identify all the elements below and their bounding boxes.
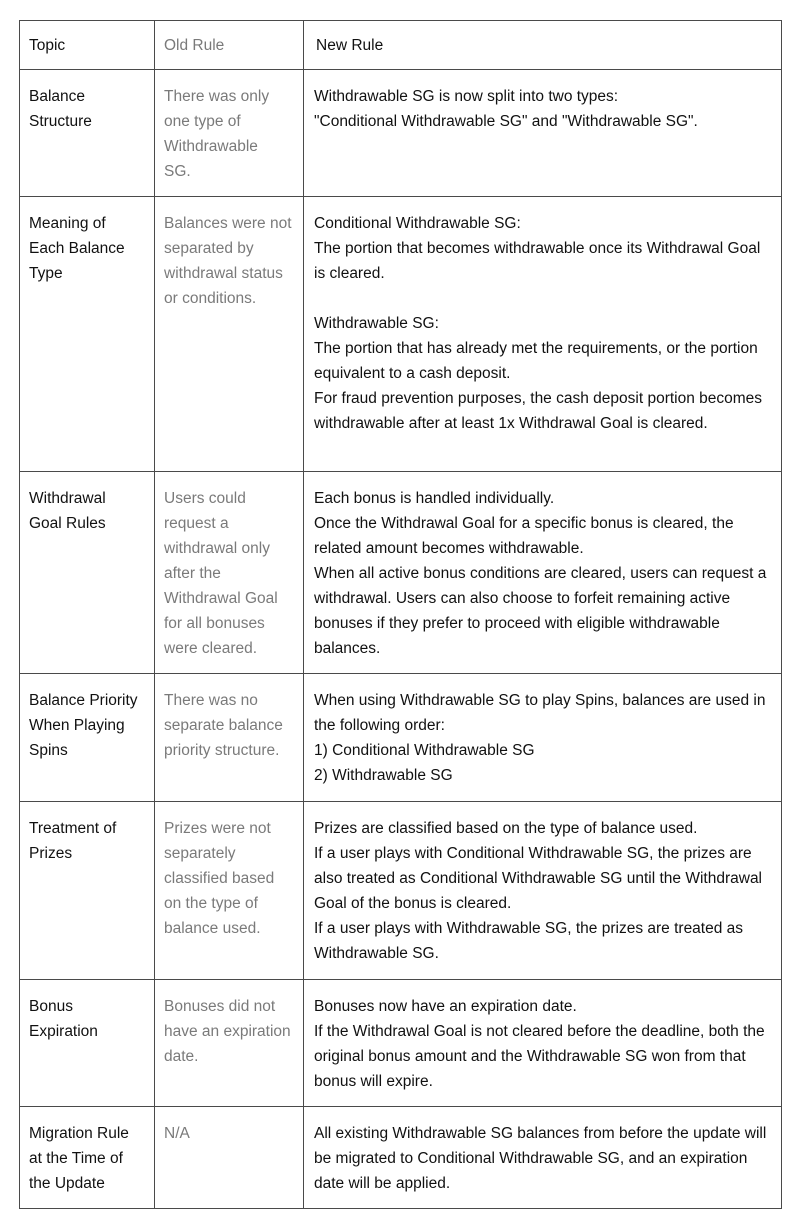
table-row <box>20 472 782 674</box>
new-rule-cell <box>304 70 782 197</box>
old-rule-cell: Balances were not separated by withdrawal status or conditions. <box>155 197 304 472</box>
header-topic: Topic <box>20 21 155 70</box>
new-rule-cell <box>304 197 782 472</box>
table-header-row <box>20 21 782 70</box>
new-rule-cell <box>304 674 782 802</box>
old-rule-cell: N/A <box>155 1107 304 1209</box>
topic-cell: Balance Structure <box>20 70 155 197</box>
table-row <box>20 802 782 980</box>
rules-document <box>19 20 781 1209</box>
topic-cell: Meaning of Each Balance Type <box>20 197 155 472</box>
new-rule-paragraph: Each bonus is handled individually. Once the Withdrawal Goal for a specific bonus is cleared, the related amount becomes withdrawable. When all active bonus conditions are cleared, users can request a withdrawal. Users can also choose to forfeit remaining active bonuses if they prefer to proceed with eligible withdrawable balances. <box>314 490 767 657</box>
old-rule-cell: Prizes were not separately classified based on the type of balance used. <box>155 802 304 980</box>
header-old-rule: Old Rule <box>155 21 304 70</box>
old-rule-cell: Bonuses did not have an expiration date. <box>155 980 304 1107</box>
new-rule-cell <box>304 980 782 1107</box>
topic-cell: Balance Priority When Playing Spins <box>20 674 155 802</box>
new-rule-cell <box>304 802 782 980</box>
new-rule-paragraph: Conditional Withdrawable SG: The portion that becomes withdrawable once its Withdrawal Goal is cleared. <box>314 215 761 282</box>
header-new-rule: New Rule <box>304 21 782 70</box>
new-rule-paragraph: Withdrawable SG: The portion that has already met the requirements, or the portion equivalent to a cash deposit. For fraud prevention purposes, the cash deposit portion becomes withdrawable after at least 1x Withdrawal Goal is cleared. <box>314 315 763 432</box>
new-rule-paragraph: Withdrawable SG is now split into two types: "Conditional Withdrawable SG" and "Withdrawable SG". <box>314 88 698 130</box>
new-rule-paragraph: All existing Withdrawable SG balances from before the update will be migrated to Conditional Withdrawable SG, and an expiration date will be applied. <box>314 1125 767 1192</box>
new-rule-cell <box>304 472 782 674</box>
new-rule-cell <box>304 1107 782 1209</box>
topic-cell: Bonus Expiration <box>20 980 155 1107</box>
old-rule-cell: Users could request a withdrawal only after the Withdrawal Goal for all bonuses were cleared. <box>155 472 304 674</box>
table-row <box>20 1107 782 1209</box>
table-row <box>20 197 782 472</box>
old-rule-cell: There was no separate balance priority structure. <box>155 674 304 802</box>
new-rule-paragraph: When using Withdrawable SG to play Spins, balances are used in the following order: 1) Conditional Withdrawable SG 2) Withdrawable SG <box>314 692 766 784</box>
new-rule-paragraph: Prizes are classified based on the type of balance used. If a user plays with Conditional Withdrawable SG, the prizes are also treated as Conditional Withdrawable SG until the Withdrawal Goal of the bonus is cleared. If a user plays with Withdrawable SG, the prizes are treated as Withdrawable SG. <box>314 820 763 962</box>
rules-comparison-table <box>19 20 782 1209</box>
old-rule-cell: There was only one type of Withdrawable SG. <box>155 70 304 197</box>
table-row <box>20 674 782 802</box>
table-row <box>20 70 782 197</box>
table-row <box>20 980 782 1107</box>
topic-cell: Treatment of Prizes <box>20 802 155 980</box>
new-rule-paragraph: Bonuses now have an expiration date. If the Withdrawal Goal is not cleared before the deadline, both the original bonus amount and the Withdrawable SG won from that bonus will expire. <box>314 998 765 1090</box>
topic-cell: Withdrawal Goal Rules <box>20 472 155 674</box>
topic-cell: Migration Rule at the Time of the Update <box>20 1107 155 1209</box>
